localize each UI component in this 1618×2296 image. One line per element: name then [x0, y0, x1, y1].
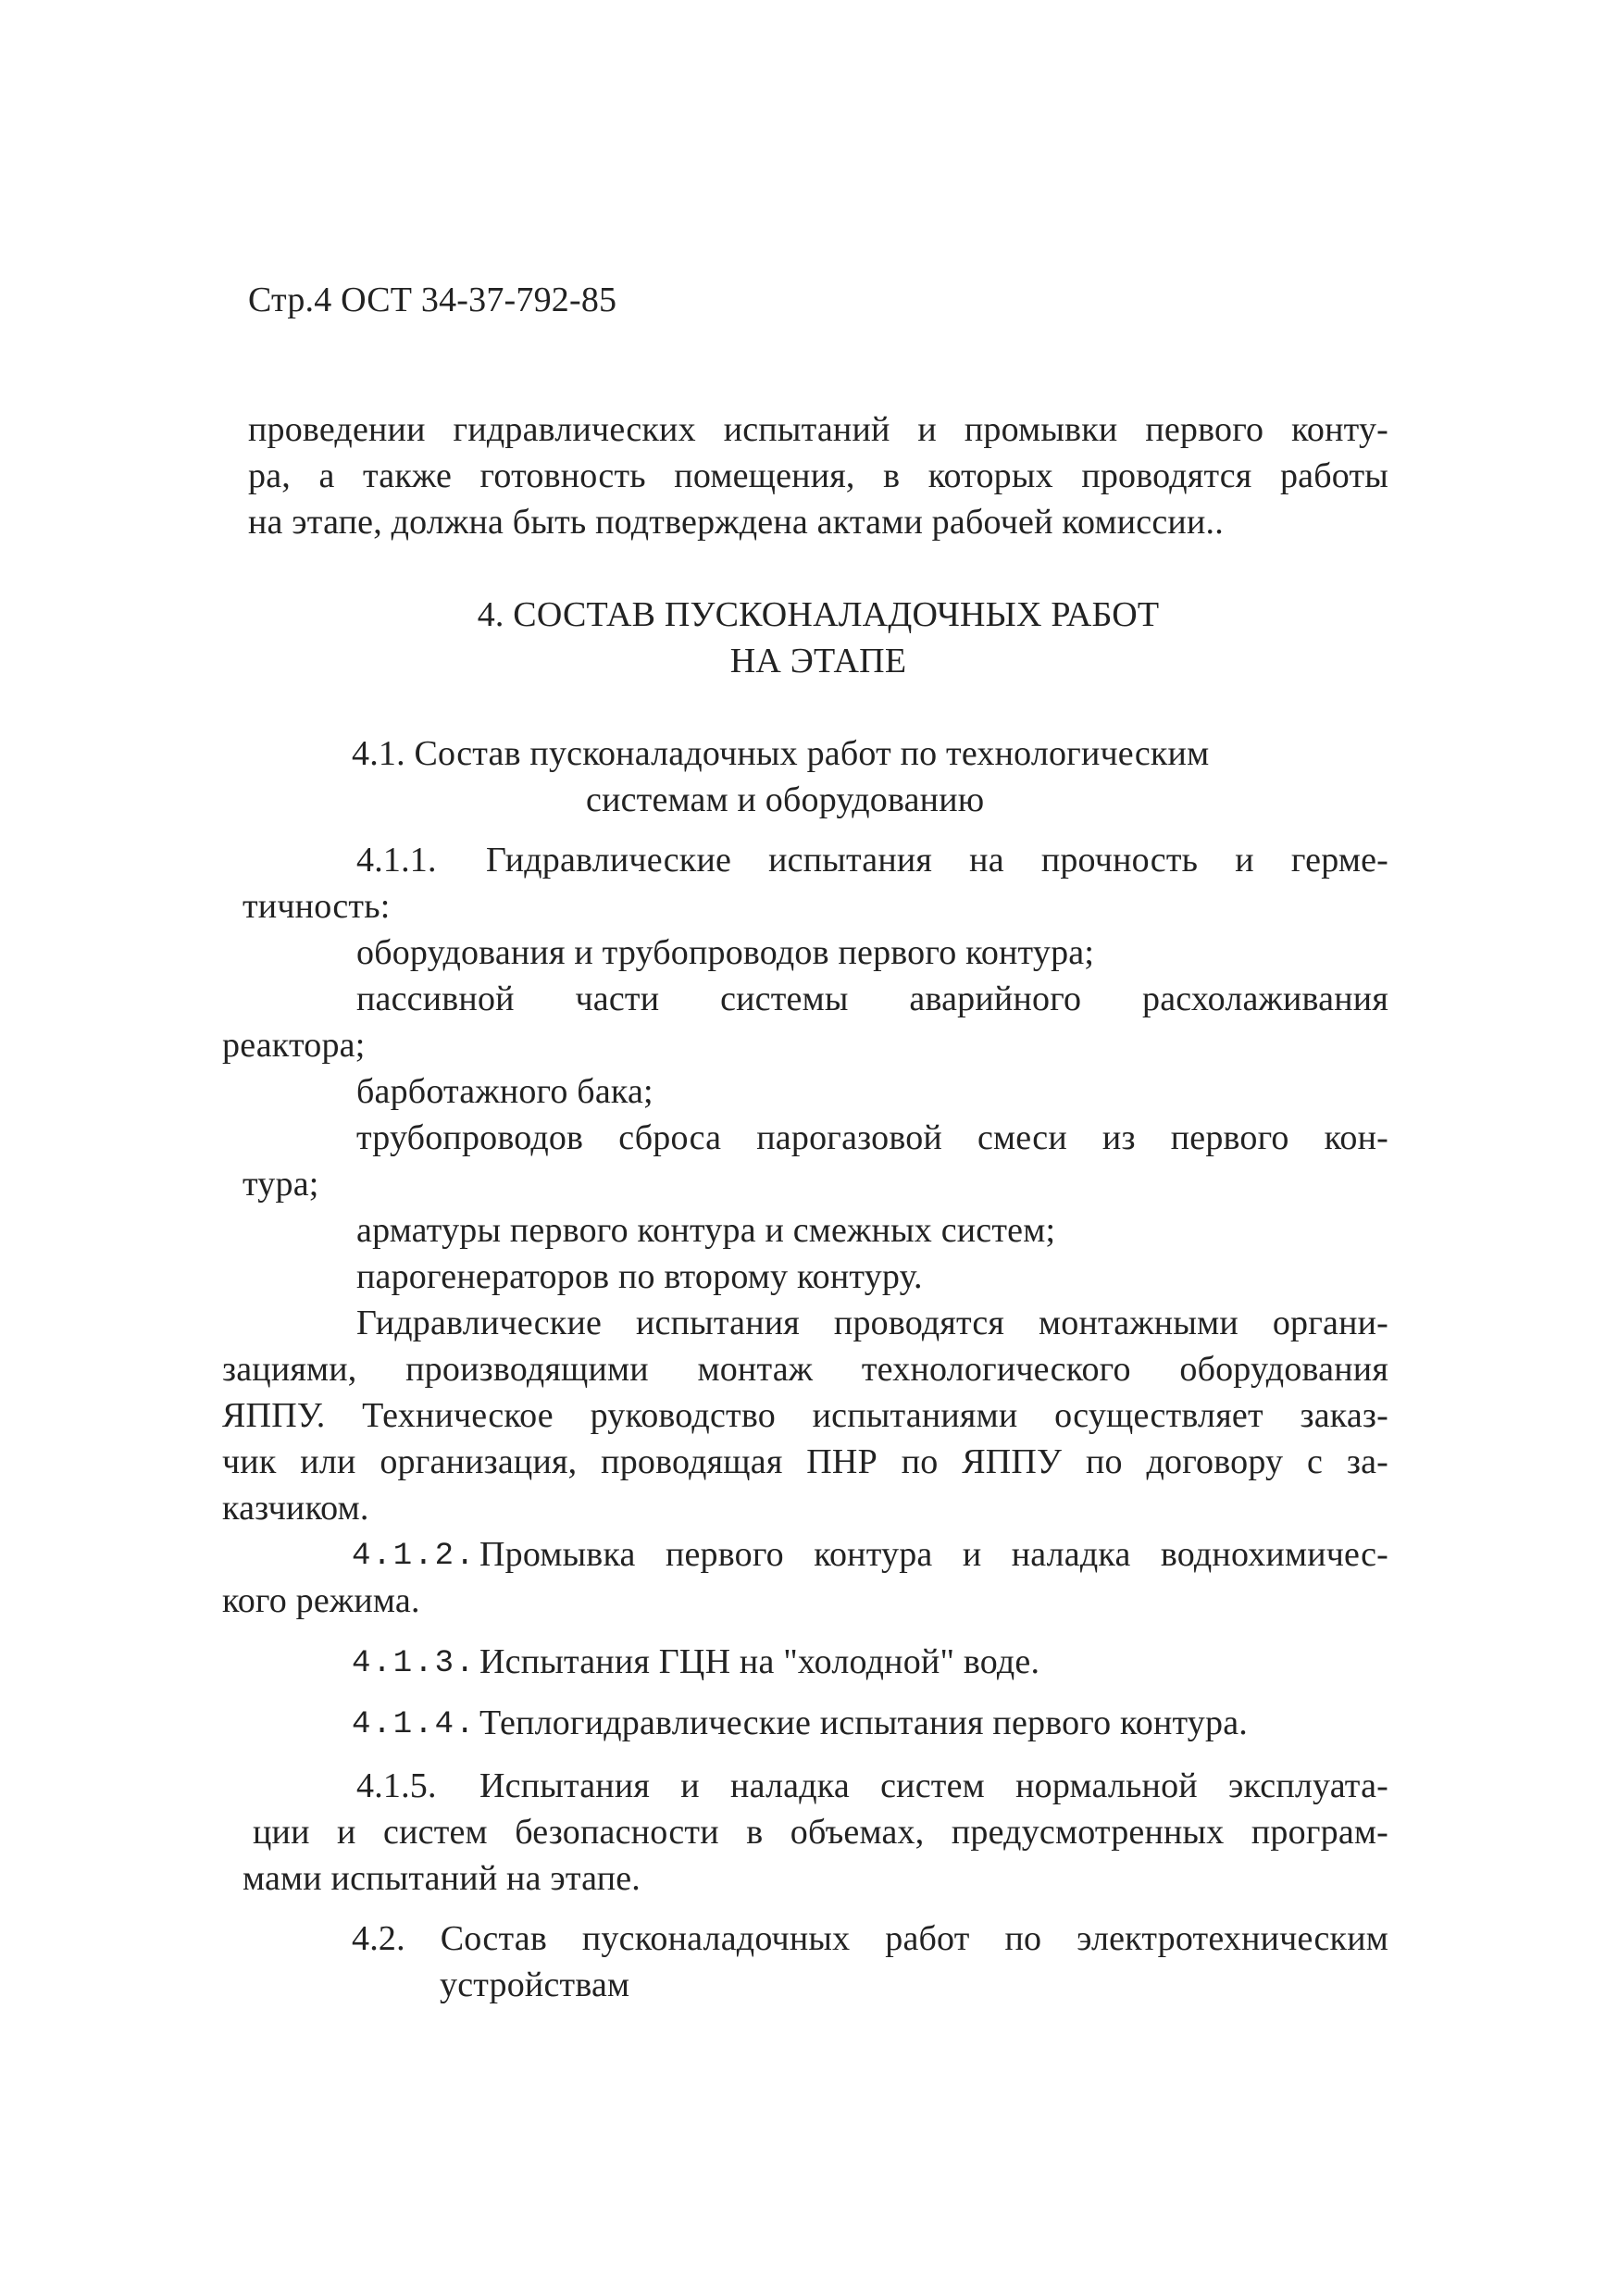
paragraph-line-1: Гидравлические испытания проводятся монтажными органи- [356, 1304, 1388, 1342]
section-4-2-title-line-1: 4.2. Состав пусконаладочных работ по электротехническим [352, 1919, 1388, 1958]
intro-line-2: ра, а также готовность помещения, в которых проводятся работы [248, 456, 1388, 495]
list-item-3: барботажного бака; [356, 1072, 653, 1111]
section-4-2-title-line-2: устройствам [440, 1965, 630, 2004]
section-4-title-line-1: 4. СОСТАВ ПУСКОНАЛАДОЧНЫХ РАБОТ [477, 595, 1160, 634]
item-4-1-1-line-2: тичность: [243, 887, 391, 926]
paragraph-line-3: ЯППУ. Техническое руководство испытаниями осуществляет заказ- [222, 1396, 1388, 1435]
item-4-1-2-line-1: Промывка первого контура и наладка воднохимичес- [479, 1535, 1388, 1574]
paragraph-line-5: казчиком. [222, 1489, 369, 1528]
paragraph-line-2: зациями, производящими монтаж технологического оборудования [222, 1350, 1388, 1389]
list-item-1: оборудования и трубопроводов первого контура; [356, 933, 1095, 972]
section-4-title-line-2: НА ЭТАПЕ [729, 642, 907, 680]
item-4-1-5-line-2: ции и систем безопасности в объемах, предусмотренных програм- [253, 1813, 1388, 1852]
list-item-5: арматуры первого контура и смежных систем; [356, 1211, 1056, 1250]
list-item-2-continued: реактора; [222, 1026, 366, 1065]
section-4-1-title-line-2: системам и оборудованию [586, 780, 985, 819]
item-4-1-5-number: 4.1.5. [356, 1766, 437, 1805]
item-4-1-5-line-3: мами испытаний на этапе. [243, 1859, 641, 1898]
item-4-1-4-number: 4.1.4. [352, 1707, 477, 1742]
page-header: Стр.4 ОСТ 34-37-792-85 [248, 281, 617, 319]
list-item-4: трубопроводов сброса парогазовой смеси из первого кон- [356, 1118, 1388, 1157]
item-4-1-2-number: 4.1.2. [352, 1539, 477, 1574]
item-4-1-3-text: Испытания ГЦН на "холодной" воде. [479, 1642, 1040, 1681]
paragraph-line-4: чик или организация, проводящая ПНР по ЯППУ по договору с за- [222, 1442, 1388, 1481]
item-4-1-3-number: 4.1.3. [352, 1646, 477, 1681]
list-item-2: пассивной части системы аварийного расхолаживания [356, 980, 1388, 1018]
section-4-1-title-line-1: 4.1. Состав пусконаладочных работ по технологическим [352, 734, 1210, 773]
item-4-1-1-number: 4.1.1. [356, 841, 437, 880]
item-4-1-2-line-2: кого режима. [222, 1581, 420, 1620]
item-4-1-4-text: Теплогидравлические испытания первого контура. [479, 1703, 1248, 1742]
item-4-1-5-line-1: Испытания и наладка систем нормальной эксплуата- [479, 1766, 1388, 1805]
intro-line-3: на этапе, должна быть подтверждена актами рабочей комиссии.. [248, 503, 1224, 542]
list-item-6: парогенераторов по второму контуру. [356, 1257, 923, 1296]
list-item-4-continued: тура; [243, 1165, 319, 1204]
intro-line-1: проведении гидравлических испытаний и промывки первого конту- [248, 410, 1388, 449]
item-4-1-1-line-1: Гидравлические испытания на прочность и герме- [486, 841, 1388, 880]
